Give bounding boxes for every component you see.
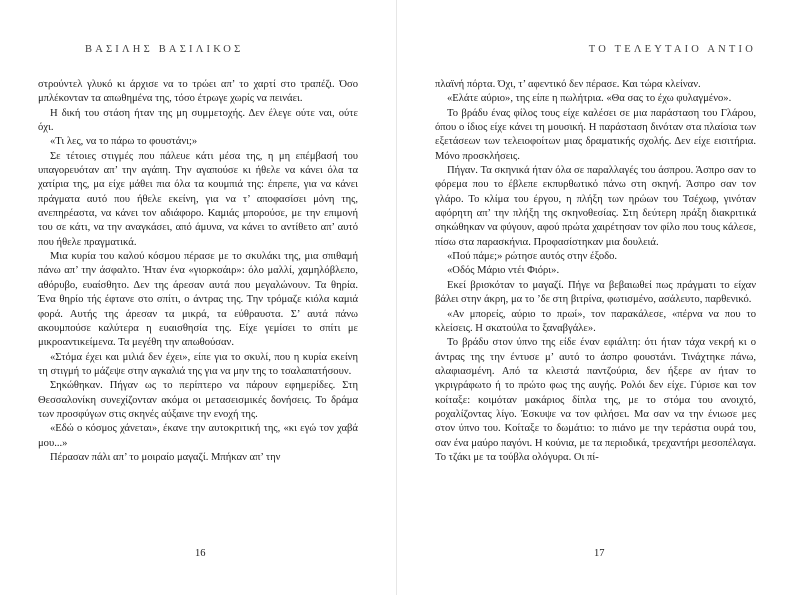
paragraph: στρούντελ γλυκό κι άρχισε να το τρώει απ’ το χαρτί στο τραπέζι. Όσο μπλέκονταν τα απωθημένα της, τόσο έτρωγε χωρίς να πεινάει.	[38, 79, 358, 105]
paragraph: «Αν μπορείς, αύριο το πρωί», τον παρακάλεσε, «πέρνα να που το κλείσεις. Η σκατούλα το ξαναβγάλε».	[435, 308, 756, 334]
paragraph: «Πού πάμε;» ρώτησε αυτός στην έξοδο.	[447, 251, 618, 263]
paragraph: Το βράδυ ένας φίλος τους είχε καλέσει σε μια παράσταση του Γλάρου, όπου ο ίδιος είχε κάνει τη μουσική. Η παράσταση δινόταν στα πλαίσια των εξετάσεων των τελειοφοίτων μιας δραματικής σχολής. Δεν είχε εισιτήρια. Μόνο προσκλήσεις.	[435, 107, 756, 162]
paragraph: Μια κυρία του καλού κόσμου πέρασε με το σκυλάκι της, μια σπιθαμή πάνω απ’ την άσφαλτο. Ήταν ένα «γιορκσάιρ»: όλο μαλλί, χαμηλόβλεπο, αθόρυβο, ευαίσθητο. Δεν της άρεσαν αυτά που μεγαλώνουν. Τα θηρία. Ένα θηρίο τής έφτανε στο σπίτι, ο άντρας της. Την τρόμαζε κιόλα καμιά φορά. Αυτής της άρεσαν τα μικρά, τα εύθραυστα. Σ’ αυτά πάνω ακουμπούσε καλύτερα η ευαισθησία της. Είχε γεμίσει το σπίτι με μικροαντικείμενα. Τα μεγέθη την απωθούσαν.	[38, 251, 358, 349]
right-page	[397, 0, 794, 595]
paragraph: «Εδώ ο κόσμος χάνεται», έκανε την αυτοκριτική της, «κι εγώ τον χαβά μου...»	[38, 423, 358, 449]
paragraph: «Ελάτε αύριο», της είπε η πωλήτρια. «Θα σας το έχω φυλαγμένο».	[447, 93, 732, 105]
left-page-body	[38, 78, 358, 465]
paragraph: Πήγαν. Τα σκηνικά ήταν όλα σε παραλλαγές του άσπρου. Άσπρο σαν το φόρεμα που το έβλεπε εκπυρθωτικό πάνω στη σκηνή. Άσπρο σαν τον γλάρο. Το κλίμα του έργου, η πλήξη των ηρώων του Τσέχωφ, γινόταν αφόρητη απ’ την πλήξη της σκηνοθεσίας. Στη δεύτερη πράξη διακριτικά σηκώθηκαν να φύγουν, αφού πρώτα χαιρέτησαν τον φίλο που τους κάλεσε, πίσω στα παρασκήνια. Προφασίστηκαν μια δουλειά.	[435, 165, 756, 248]
paragraph: πλαϊνή πόρτα. Όχι, τ’ αφεντικό δεν πέρασε. Και τώρα κλείναν.	[435, 79, 701, 90]
paragraph: Εκεί βρισκόταν το μαγαζί. Πήγε να βεβαιωθεί πως πράγματι το είχαν βάλει στην άκρη, μα το ’δε στη βιτρίνα, φωτισμένο, ασάλευτο, παρθενικό.	[435, 279, 756, 306]
running-header-author: ΒΑΣΙΛΗΣ ΒΑΣΙΛΙΚΟΣ	[85, 44, 244, 55]
right-page-body	[435, 78, 756, 465]
running-header-title: ΤΟ ΤΕΛΕΥΤΑΙΟ ΑΝΤΙΟ	[588, 44, 756, 55]
paragraph: Η δική του στάση ήταν της μη συμμετοχής. Δεν έλεγε ούτε ναι, ούτε όχι.	[38, 107, 358, 134]
paragraph: Το βράδυ στον ύπνο της είδε έναν εφιάλτη: ότι ήταν τάχα νεκρή κι ο άντρας της την έντυσε μ’ αυτό το άσπρο φουστάνι. Τινάχτηκε πάνω, αλαφιασμένη. Από τα κλειστά παντζούρια, δεν ήξερε αν ήταν το γκριγράφωτο ή το πρώτο φως της αυγής. Ρολόι δεν είχε. Γύρισε και τον κοίταξε: κοιμόταν μακάριος δίπλα της, με το στόμα του ανοιχτό, ροχαλίζοντας λίγο. Έσκυψε να τον φιλήσει. Μα σαν να την ένιωσε μες στον ύπνο του. Κοίταξε το δωμάτιο: το πιάνο με την τεράστια ουρά του, σαν ένα μαύρο παγόνι. Η κούνια, με τα περιοδικά, τρεχαντήρι μεσοπέλαγα. Το τζάκι με τα τούβλα ολόγυρα. Οι πί-	[435, 337, 756, 463]
page-number: 17	[594, 548, 605, 559]
paragraph: Σηκώθηκαν. Πήγαν ως το περίπτερο να πάρουν εφημερίδες. Στη Θεσσαλονίκη συνεχίζονταν ακόμα οι μετασεισμικές δονήσεις. Το δράμα των προσφύγων στις σκηνές αύξαινε την ενοχή της.	[38, 380, 358, 420]
paragraph: «Στόμα έχει και μιλιά δεν έχει», είπε για το σκυλί, που η κυρία εκείνη τη στιγμή το μάζεψε στην αγκαλιά της για να μην της το τσαλαπατήσουν.	[38, 351, 358, 377]
paragraph: «Οδός Μάριο ντέι Φιόρι».	[447, 265, 560, 277]
paragraph: Πέρασαν πάλι απ’ το μοιραίο μαγαζί. Μπήκαν απ’ την	[50, 451, 281, 463]
paragraph: Σε τέτοιες στιγμές που πάλευε κάτι μέσα της, η μη επέμβασή του υπαγορευόταν απ’ την αγάπη. Την αγαπούσε κι ήθελε να κάνει όλα τα χατίρια της, μα είχε μάθει πια όλα τα κουμπιά της: έπρεπε, για να κάνει πράγματα αυτό που ήθελε εκείνη, για να τ’ αποφασίσει μόνη της, ανεπηρέαστα, να κάνει τον αδιάφορο. Καμιάς μπορούσε, με την επιμονή του σε κάτι, να την αναγκάσει, από άμυνα, να κάνει το αντίθετο απ’ αυτό που ήθελε πραγματικά.	[38, 150, 358, 248]
paragraph: «Τι λες, να το πάρω το φουστάνι;»	[50, 136, 198, 148]
page-number: 16	[195, 548, 206, 559]
